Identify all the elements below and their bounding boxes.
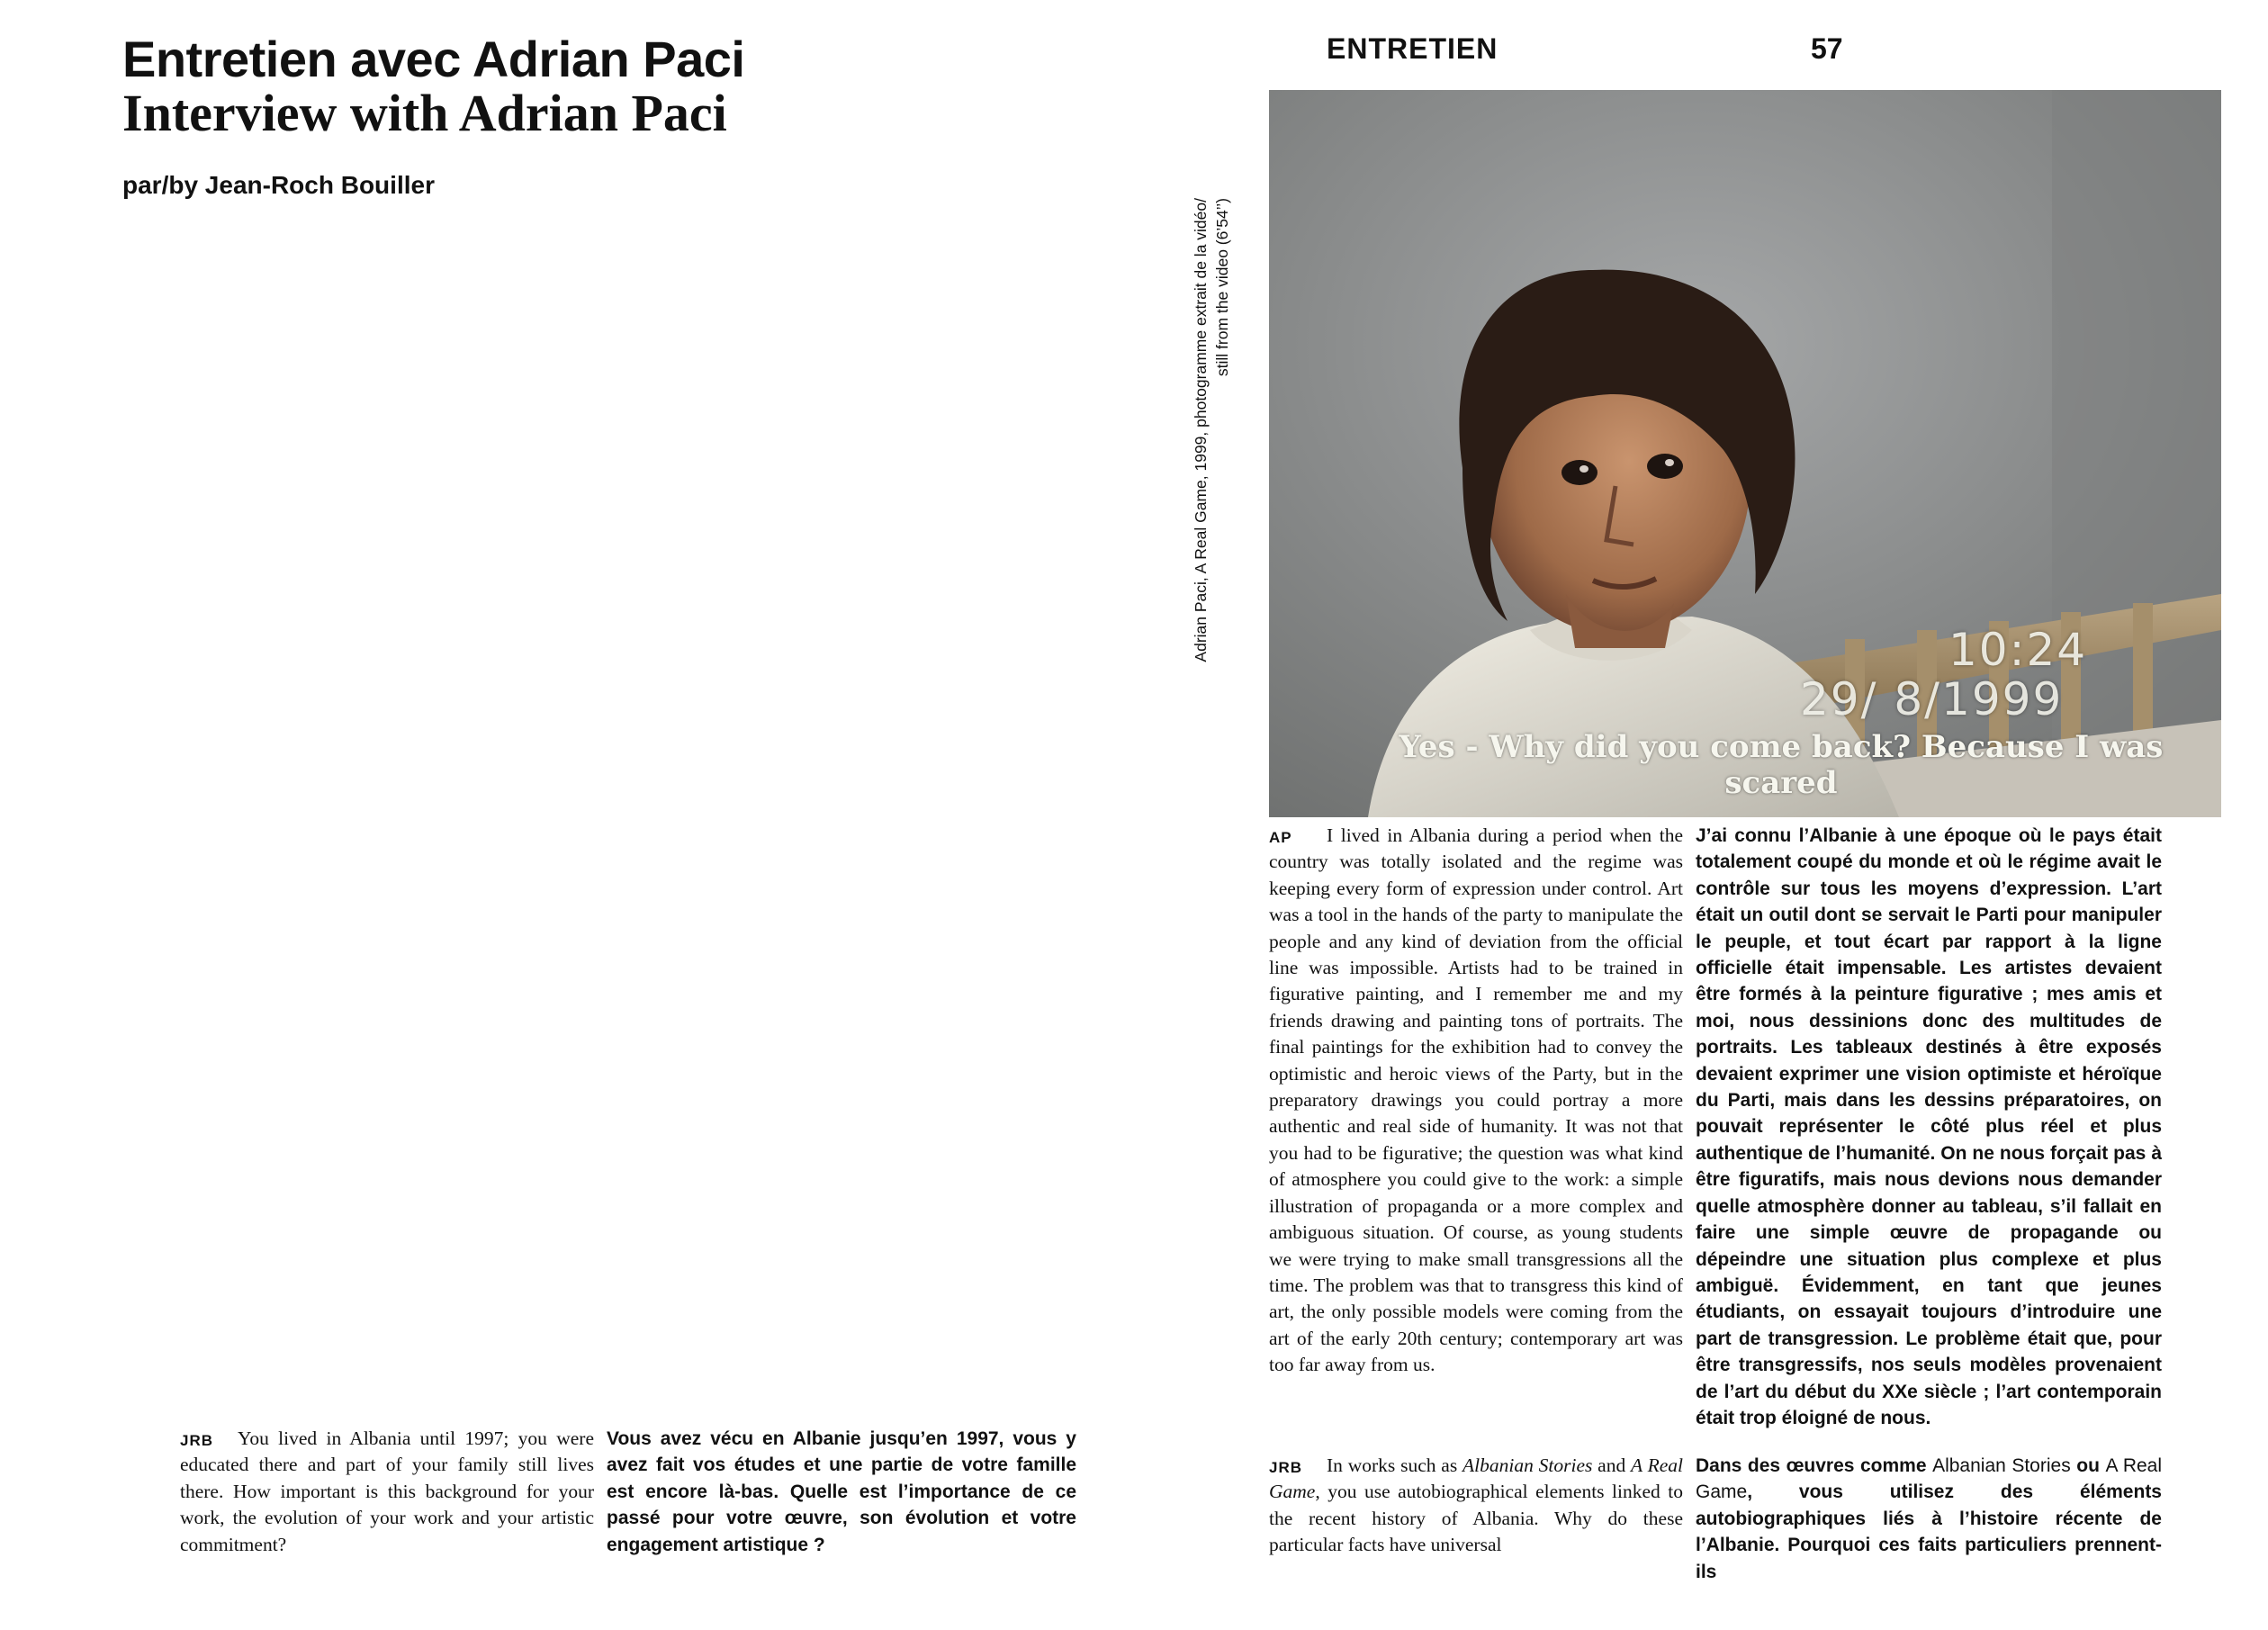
video-still-illustration [1269, 90, 2221, 817]
article-title-french: Entretien avec Adrian Paci [122, 31, 745, 87]
q2-fr-title-albanian-stories: Albanian Stories [1932, 1455, 2071, 1476]
question-2-english-text [1269, 1453, 1683, 1559]
speaker-label-ap: AP [1269, 829, 1292, 846]
q2-en-part1: In works such as [1327, 1454, 1463, 1476]
q2-en-title-a-real-game: A Real Game [1269, 1454, 1683, 1503]
speaker-label-jrb: JRB [180, 1432, 214, 1449]
q2-fr-title-a-real-game: A Real Game [1696, 1455, 2163, 1503]
q2-fr-part3: , vous utilisez des éléments autobiographiques liés à l’histoire récente de l’Albanie. Pourquoi ces faits particuliers prennent-ils [1696, 1481, 2162, 1582]
author-byline: par/by Jean-Roch Bouiller [122, 171, 435, 199]
q2-en-title-albanian-stories: Albanian Stories [1462, 1454, 1593, 1476]
question-2-french [1696, 1453, 2162, 1585]
video-timestamp-date: 29/ 8/1999 [1800, 673, 2064, 725]
caption-line-2: still from the video (6’54’’) [1213, 198, 1231, 377]
speaker-label-jrb-2: JRB [1269, 1459, 1303, 1476]
question-2-french-text [1696, 1453, 2162, 1585]
question-1-english [180, 1426, 594, 1558]
question-1-english-text: You lived in Albania until 1997; you were educated there and part of your family still lives there. How important is this background for your work, the evolution of your work and your artistic commitment? [180, 1427, 594, 1555]
figure-caption-container [1190, 198, 1235, 702]
article-title-english: Interview with Adrian Paci [122, 84, 727, 142]
answer-1-english [1269, 823, 1683, 1379]
answer-1-french-text: J’ai connu l’Albanie à une époque où le pays était totalement coupé du monde et où le régime avait le contrôle sur tous les moyens d’expression. L’art était un outil dont se servait le Parti pour manipuler le peuple, et tout écart par rapport à la ligne officielle était impensable. Les artistes devaient être formés à la peinture figurative ; mes amis et moi, nous dessinions donc des multitudes de portraits. Les tableaux destinés à être exposés devaient exprimer une vision optimiste et héroïque du Parti, mais dans les dessins préparatoires, on pouvait représenter le côté plus réel et plus authentique de l’humanité. On ne nous forçait pas à être figuratifs, mais nous devions nous demander quelle atmosphère donner au tableau, s’il fallait en faire une simple œuvre de propagande ou dépeindre une situation plus complexe et plus ambiguë. Évidemment, en tant que jeunes étudiants, on essayait toujours d’introduire une part de transgression. Le problème était que, pour être transgressifs, nos seuls modèles provenaient de l’art du début du XXe siècle ; l’art contemporain était trop éloigné de nous. [1696, 825, 2162, 1428]
page-number: 57 [1811, 32, 1843, 65]
q2-en-part3: , you use autobiographical elements linked to the recent history of Albania. Why do these particular facts have universal [1269, 1481, 1683, 1556]
question-1-french-text: Vous avez vécu en Albanie jusqu’en 1997, vous y avez fait vos études et une partie de votre famille est encore là-bas. Quelle est l’importance de ce passé pour votre œuvre, son évolution et votre engagement artistique ? [607, 1428, 1076, 1555]
question-2-english [1269, 1453, 1683, 1559]
figure-caption [1190, 198, 1235, 702]
running-head: ENTRETIEN [1327, 32, 1498, 65]
answer-1-french [1696, 823, 2162, 1431]
question-1-french [607, 1426, 1076, 1558]
answer-1-english-text: I lived in Albania during a period when the country was totally isolated and the regime was keeping every form of expression under control. Art was a tool in the hands of the party to manipulate the people and any kind of deviation from the official line was impossible. Artists had to be trained in figurative painting, and I remember me and my friends drawing and painting tons of portraits. The final paintings for the exhibition had to convey the optimistic and heroic views of the Party, but in the preparatory drawings you could portray a more authentic and real side of humanity. It was not that you had to be figurative; the question was what kind of atmosphere you could give to the work: a simple illustration of propaganda or a more complex and ambiguous situation. Of course, as young students we were trying to make small transgressions all the time. The problem was that to transgress this kind of art, the only possible models were coming from the art of the early 20th century; contemporary art was too far away from us. [1269, 824, 1683, 1376]
q2-fr-part2: ou [2070, 1455, 2106, 1476]
video-still-image [1269, 90, 2221, 817]
video-timestamp-time: 10:24 [1948, 624, 2088, 676]
caption-line-1: Adrian Paci, A Real Game, 1999, photogramme extrait de la vidéo/ [1192, 198, 1210, 662]
q2-en-part2: and [1592, 1454, 1632, 1476]
q2-fr-part1: Dans des œuvres comme [1696, 1455, 1933, 1476]
video-subtitle: Yes - Why did you come back? Because I was scared [1399, 729, 2164, 801]
